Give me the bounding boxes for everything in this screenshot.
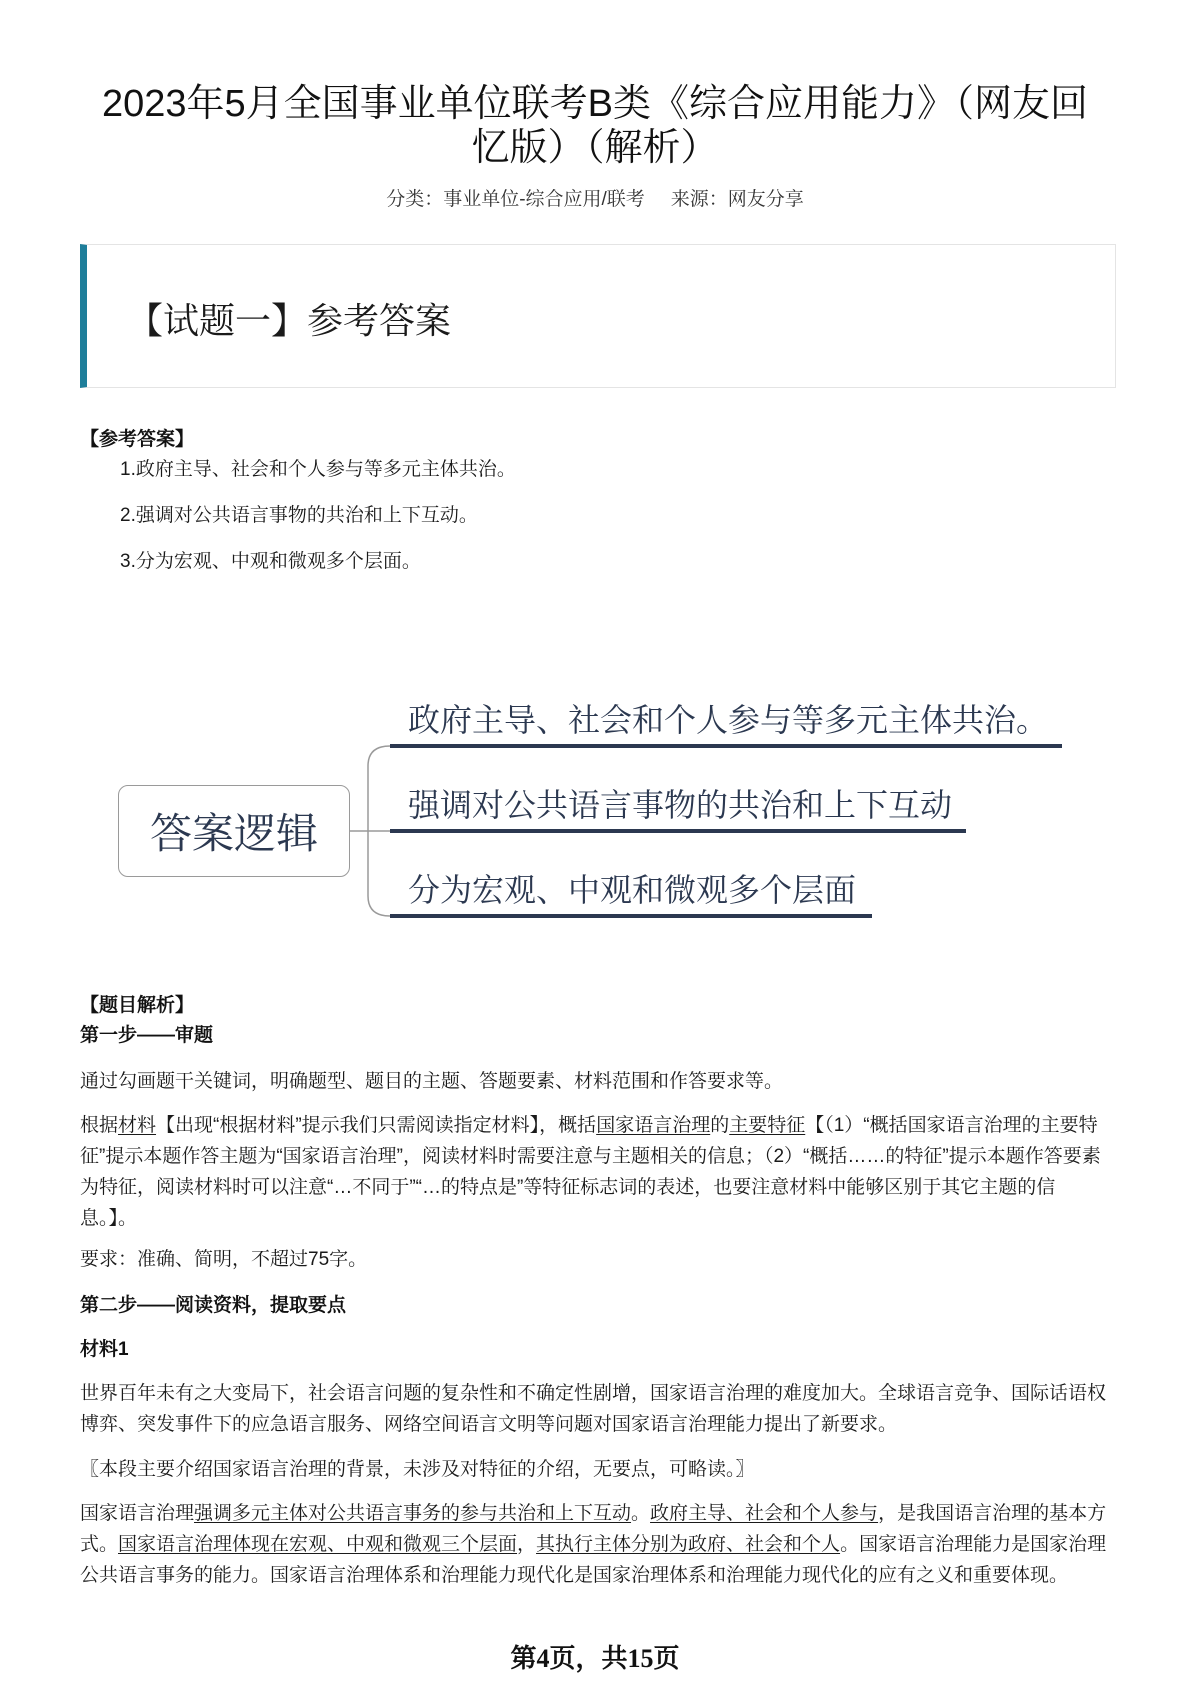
point-4: 其执行主体分别为政府、社会和个人 bbox=[536, 1534, 841, 1555]
category-label: 分类：事业单位-综合应用/联考 bbox=[386, 189, 645, 210]
source-label: 来源：网友分享 bbox=[670, 189, 804, 210]
section-heading: 【试题一】参考答案 bbox=[127, 300, 452, 341]
point-2: 政府主导、社会和个人参与 bbox=[650, 1503, 879, 1524]
material-label: 材料1 bbox=[80, 1339, 129, 1360]
point-1: 强调多元主体对公共语言事务的参与共治和上下互动 bbox=[194, 1503, 632, 1524]
material-paragraph-2: 国家语言治理强调多元主体对公共语言事务的参与共治和上下互动。政府主导、社会和个人参与，是我国语言治理的基本方式。国家语言治理体现在宏观、中观和微观三个层面，其执行主体分别为政府、社会和个人。国家语言治理能力是国家治理公共语言事务的能力。国家语言治理体系和治理能力现代化是国家治理体系和治理能力现代化的应有之义和重要体现。 bbox=[80, 1503, 1107, 1586]
mindmap-branch-2: 强调对公共语言事物的共治和上下互动 bbox=[408, 787, 953, 823]
page-title: 2023年5月全国事业单位联考B类《综合应用能力》（网友回忆版）（解析） bbox=[101, 83, 1089, 169]
analysis-label: 【题目解析】 bbox=[80, 995, 195, 1016]
requirement-line: 要求：准确、简明，不超过75字。 bbox=[80, 1249, 368, 1270]
page-footer: 第4页，共15页 bbox=[510, 1644, 680, 1673]
keyword-feature: 主要特征 bbox=[729, 1115, 806, 1136]
step2-heading: 第二步——阅读资料，提取要点 bbox=[80, 1295, 347, 1316]
keyword-topic: 国家语言治理 bbox=[596, 1115, 711, 1136]
answer-item-1: 1.政府主导、社会和个人参与等多元主体共治。 bbox=[120, 459, 516, 480]
step1-paragraph-2: 根据材料【出现“根据材料”提示我们只需阅读指定材料】，概括国家语言治理的主要特征【（1）“概括国家语言治理的主要特征”提示本题作答主题为“国家语言治理”，阅读材料时需要注意与主题相关的信息；（2）“概括……的特征”提示本题作答要素为特征，阅读材料时可以注意“…不同于”“…的特点是”等特征标志词的表述，也要注意材料中能够区别于其它主题的信息。】。 bbox=[80, 1115, 1101, 1229]
answer-item-3: 3.分为宏观、中观和微观多个层面。 bbox=[120, 551, 421, 572]
answer-item-2: 2.强调对公共语言事物的共治和上下互动。 bbox=[120, 505, 478, 526]
point-3: 国家语言治理体现在宏观、中观和微观三个层面 bbox=[118, 1534, 518, 1555]
mindmap-branch-3: 分为宏观、中观和微观多个层面 bbox=[408, 872, 857, 908]
mindmap-root: 答案逻辑 bbox=[118, 785, 350, 877]
keyword-material: 材料 bbox=[118, 1115, 157, 1136]
step1-heading: 第一步——审题 bbox=[80, 1025, 214, 1046]
reference-answer-label: 【参考答案】 bbox=[80, 429, 195, 450]
material-paragraph-1: 世界百年未有之大变局下，社会语言问题的复杂性和不确定性剧增，国家语言治理的难度加大。全球语言竞争、国际话语权博弈、突发事件下的应急语言服务、网络空间语言文明等问题对国家语言治理能力提出了新要求。 bbox=[80, 1383, 1107, 1435]
step1-paragraph-1: 通过勾画题干关键词，明确题型、题目的主题、答题要素、材料范围和作答要求等。 bbox=[80, 1071, 784, 1092]
mindmap-branch-1: 政府主导、社会和个人参与等多元主体共治。 bbox=[408, 702, 1049, 738]
material-note: 〖本段主要介绍国家语言治理的背景，未涉及对特征的介绍，无要点，可略读。〗 bbox=[80, 1459, 755, 1480]
